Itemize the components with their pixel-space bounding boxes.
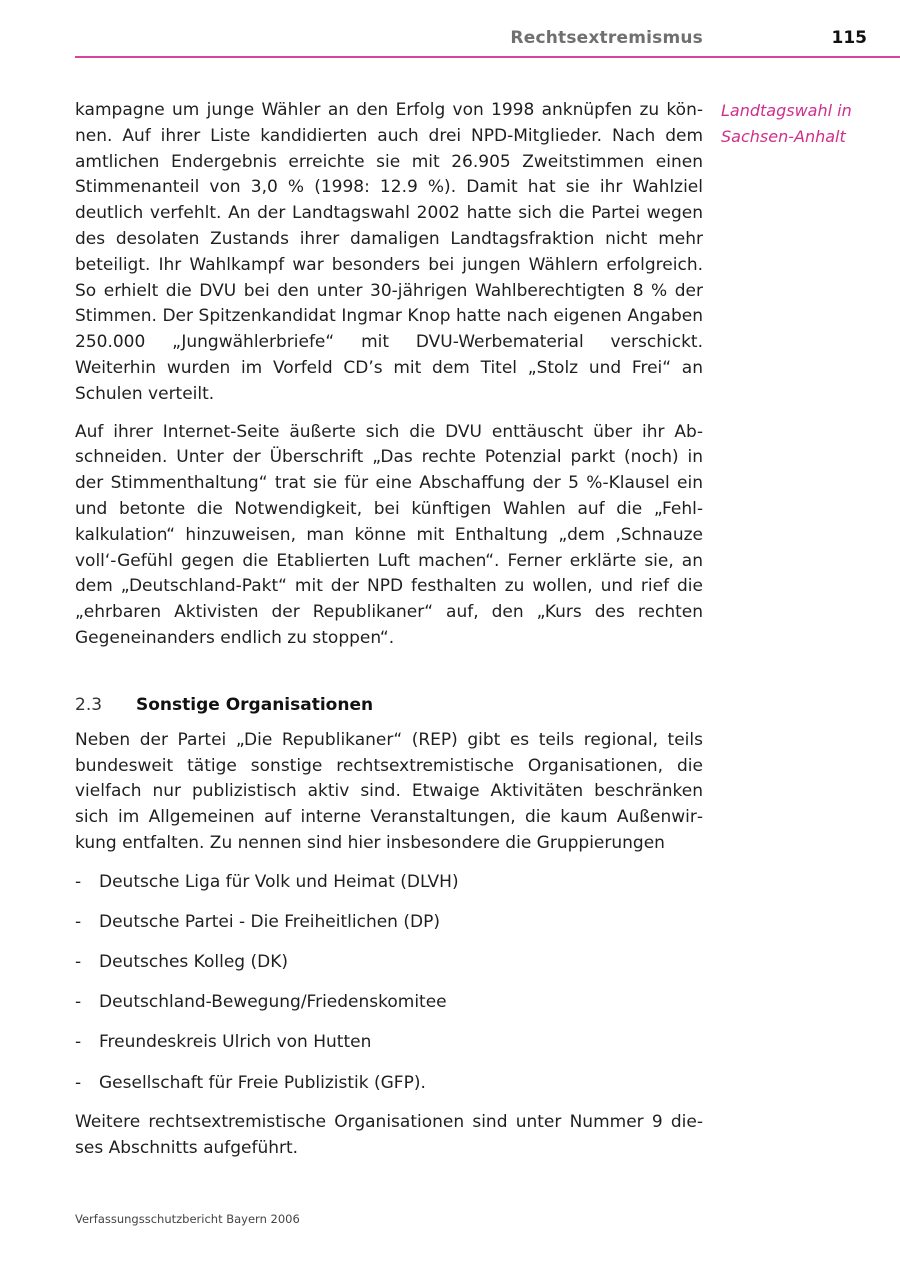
section-heading (75, 692, 703, 718)
section-number: 2.3 (75, 694, 103, 715)
section-title: Sonstige Organisationen (136, 694, 374, 715)
paragraph: kampagne um junge Wähler an den Erfolg von 1998 anknüpfen zu können. Auf ihrer Liste kandidierten auch drei NPD-Mitglieder. Nach dem amtlichen Endergebnis erreichte sie mit 26.905 Zweitstimmen einen Stimmenanteil von 3,0 % (1998: 12.9 %). Damit hat sie ihr Wahlziel deutlich verfehlt. An der Landtagswahl 2002 hatte sich die Partei wegen des desolaten Zustands ihrer damaligen Landtagsfraktion nicht mehr beteiligt. Ihr Wahlkampf war besonders bei jungen Wählern erfolgreich. So erhielt die DVU bei den unter 30-jährigen Wahlberechtigten 8 % der Stimmen. Der Spitzenkandidat Ingmar Knop hatte nach eigenen Angaben 250.000 „Jungwählerbriefe“ mit DVU-Werbematerial verschickt. Weiterhin wurden im Vorfeld CD’s mit dem Titel „Stolz und Frei“ an Schulen verteilt. (75, 100, 703, 404)
body-text (75, 98, 703, 1161)
list-item: - Freundeskreis Ulrich von Hutten (75, 1032, 372, 1053)
list-item-text: Gesellschaft für Freie Publizistik (GFP). (99, 1072, 426, 1093)
list-item-text: Deutsches Kolleg (DK) (99, 952, 288, 973)
section-outro: Weitere rechtsextremistische Organisationen sind unter Nummer 9 dieses Abschnitts aufgeführt. (75, 1111, 703, 1158)
margin-note-line: Sachsen-Anhalt (721, 127, 846, 146)
list-item: - Deutsche Partei - Die Freiheitlichen (DP) (75, 911, 440, 932)
page-footer: Verfassungsschutzbericht Bayern 2006 (75, 1212, 300, 1226)
list-item: - Gesellschaft für Freie Publizistik (GFP). (75, 1072, 426, 1093)
margin-note (721, 98, 891, 150)
list-item: - Deutschland-Bewegung/Friedenskomitee (75, 992, 447, 1013)
running-header (75, 26, 900, 58)
margin-note-line: Landtagswahl in (721, 101, 852, 120)
section-intro: Neben der Partei „Die Republikaner“ (REP) gibt es teils regional, teils bundesweit tätige sonstige rechtsextremistische Organisationen, die vielfach nur publizistisch aktiv sind. Etwaige Aktivitäten beschränken sich im Allgemeinen auf interne Veranstaltungen, die kaum Außenwirkung entfalten. Zu nennen sind hier insbesondere die Gruppierungen (75, 729, 703, 853)
list-item: - Deutsche Liga für Volk und Heimat (DLVH) (75, 871, 459, 892)
list-item-text: Deutsche Liga für Volk und Heimat (DLVH) (99, 871, 459, 892)
list-item: - Deutsches Kolleg (DK) (75, 952, 288, 973)
paragraph: Auf ihrer Internet-Seite äußerte sich die DVU enttäuscht über ihr Abschneiden. Unter der Überschrift „Das rechte Potenzial parkt (noch) in der Stimmenthaltung“ trat sie für eine Abschaffung der 5 %-Klausel ein und betonte die Notwendigkeit, bei künftigen Wahlen auf die „Fehlkalkulation“ hinzuweisen, man könne mit Enthaltung „dem ‚Schnauze voll‘-Gefühl gegen die Etablierten Luft machen“. Ferner erklärte sie, an dem „Deutschland-Pakt“ mit der NPD festhalten zu wollen, und rief die „ehrbaren Aktivisten der Republikaner“ auf, den „Kurs des rechten Gegeneinanders endlich zu stoppen“. (75, 421, 703, 648)
list-item-text: Freundeskreis Ulrich von Hutten (99, 1032, 372, 1053)
list-item-text: Deutsche Partei - Die Freiheitlichen (DP) (99, 911, 440, 932)
page-number: 115 (831, 28, 867, 48)
running-header-title: Rechtsextremismus (510, 28, 703, 48)
list-item-text: Deutschland-Bewegung/Friedenskomitee (99, 992, 447, 1013)
organization-list (75, 869, 703, 1096)
